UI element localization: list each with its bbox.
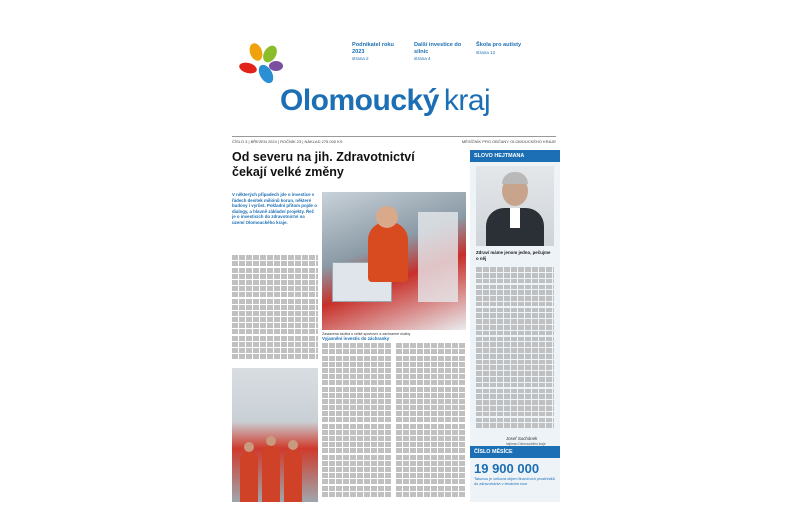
article-column (322, 342, 392, 502)
tagline: MĚSÍČNÍK PRO OBČANY OLOMOUCKÉHO KRAJE (461, 139, 556, 144)
teaser-item[interactable] (352, 42, 404, 61)
teaser-list (352, 42, 528, 61)
sidebar-text (476, 266, 554, 436)
article-column (396, 342, 466, 502)
lead-paragraph: V některých případech jde o investice v řádech desítek miliónů korun, některé budovy i vyrůst. Pokladní přitom pojde o dialogy, a hlavně základní projekty. Řeč je o investicích do zdravotnictví na území Olomouckého kraje. (232, 192, 317, 225)
headline[interactable]: Od severu na jih. Zdravotnictví čekají velké změny (232, 150, 415, 179)
teaser-page: strana 2 (352, 56, 369, 62)
sidebar-quote: Zdraví máme jenom jedno, pečujme o něj (476, 250, 551, 261)
signature: Josef Suchánek (506, 436, 538, 441)
article-column (232, 254, 318, 364)
rescue-team-photo (232, 368, 318, 502)
number-value: 19 900 000 (474, 461, 540, 476)
teaser-title: Škola pro autisty (476, 42, 522, 48)
kraj-logo-icon (238, 42, 284, 86)
subhead: Vyjasnění investic do záchranky (322, 336, 390, 341)
newspaper-page (224, 32, 564, 510)
issue-info: ČÍSLO 3 | BŘEZEN 2024 | ROČNÍK 23 | NÁKLAD 275 000 KS (232, 139, 343, 144)
teaser-item[interactable] (414, 42, 466, 61)
ambulance-photo (322, 192, 466, 330)
number-description: Takovou je celková objem finančních prostředků do zdravotnictví v letošním roce (474, 477, 555, 486)
masthead-name: Olomoucký (280, 84, 439, 117)
hejtman-portrait (476, 166, 554, 246)
teaser-page: strana 4 (414, 56, 431, 62)
teaser-title: Další investice do silnic (414, 42, 462, 55)
masthead (280, 84, 490, 118)
teaser-page: strana 12 (476, 49, 496, 55)
masthead-suffix: kraj (443, 84, 491, 117)
issue-meta (232, 136, 556, 144)
teaser-item[interactable] (476, 42, 528, 61)
signature-role: hejtman Olomouckého kraje (506, 442, 546, 446)
teaser-title: Podnikatel roku 2023 (352, 42, 394, 55)
sidebar-title: SLOVO HEJTMANA (470, 150, 560, 162)
number-title: ČÍSLO MĚSÍCE (470, 446, 560, 458)
photo-caption: Zastavena služba u velké sportovní a záchranné služby (322, 332, 411, 336)
number-of-month (470, 446, 560, 502)
